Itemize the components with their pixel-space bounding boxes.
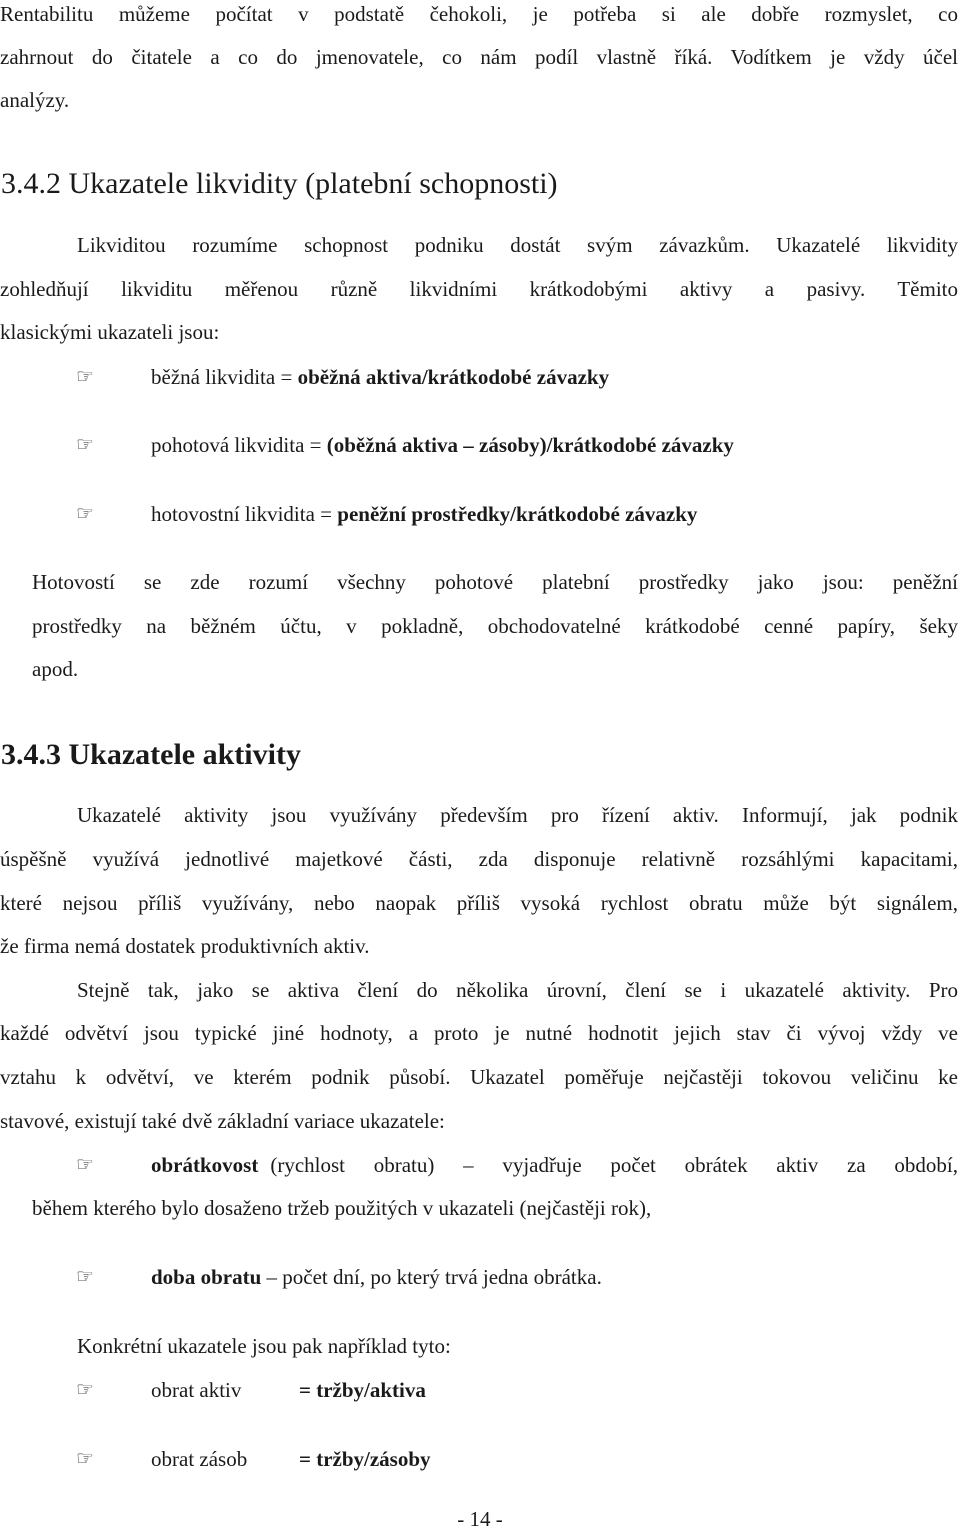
item-label: běžná likvidita = — [151, 365, 293, 389]
liquidity-item-cash — [151, 501, 697, 527]
item-formula: oběžná aktiva/krátkodobé závazky — [297, 365, 610, 389]
intro-line-1: Rentabilitu můžeme počítat v podstatě čehokoli, je potřeba si ale dobře rozmyslet, co — [0, 2, 958, 26]
variant-period — [151, 1264, 602, 1290]
activity-p1-line-4: že firma nemá dostatek produktivních aktiv. — [0, 934, 370, 958]
liquidity-p1-line-1: Likviditou rozumíme schopnost podniku dostát svým závazkům. Ukazatelé likvidity — [77, 233, 958, 257]
section-heading-activity: 3.4.3 Ukazatele aktivity — [1, 738, 301, 771]
liquidity-p2-line-3: apod. — [32, 657, 79, 681]
liquidity-p2-line-1: Hotovostí se zde rozumí všechny pohotové platební prostředky jako jsou: peněžní — [32, 570, 958, 594]
variant-text: – počet dní, po který trvá jedna obrátka. — [266, 1265, 602, 1289]
pointing-hand-icon: ☞ — [76, 434, 94, 456]
activity-p1-line-1: Ukazatelé aktivity jsou využívány především pro řízení aktiv. Informují, jak podnik — [77, 803, 958, 827]
variant-turnover-line-1 — [151, 1152, 958, 1178]
pointing-hand-icon: ☞ — [76, 366, 94, 388]
item-label: pohotová likvidita = — [151, 433, 322, 457]
variant-turnover-line-2: během kterého bylo dosaženo tržeb použitých v ukazateli (nejčastěji rok), — [32, 1196, 652, 1220]
activity-p1-line-3: které nejsou příliš využívány, nebo naopak příliš vysoká rychlost obratu může být signálem, — [0, 891, 958, 915]
section-heading-liquidity: 3.4.2 Ukazatele likvidity (platební schopnosti) — [1, 167, 558, 200]
item-formula: peněžní prostředky/krátkodobé závazky — [337, 502, 698, 526]
intro-line-3: analýzy. — [0, 88, 70, 112]
variant-term: obrátkovost — [151, 1153, 259, 1177]
example-formula — [299, 1446, 431, 1472]
activity-p3: Konkrétní ukazatele jsou pak například tyto: — [77, 1334, 451, 1358]
activity-p1-line-2: úspěšně využívá jednotlivé majetkové části, zda disponuje relativně rozsáhlými kapacitami, — [0, 847, 958, 871]
example-label: obrat zásob — [151, 1447, 248, 1471]
item-label: hotovostní likvidita = — [151, 502, 333, 526]
pointing-hand-icon: ☞ — [76, 1154, 94, 1176]
page-number: - 14 - — [457, 1507, 503, 1531]
pointing-hand-icon: ☞ — [76, 1448, 94, 1470]
liquidity-item-quick — [151, 432, 734, 458]
example-formula — [299, 1377, 426, 1403]
variant-term: doba obratu — [151, 1265, 262, 1289]
activity-p2-line-1: Stejně tak, jako se aktiva člení do několika úrovní, člení se i ukazatelé aktivity. Pro — [77, 978, 958, 1002]
activity-p2-line-4: stavové, existují také dvě základní variace ukazatele: — [0, 1109, 445, 1133]
example-formula-text: = tržby/aktiva — [299, 1378, 426, 1402]
pointing-hand-icon: ☞ — [76, 1379, 94, 1401]
example-formula-text: = tržby/zásoby — [299, 1447, 431, 1471]
liquidity-item-current — [151, 364, 609, 390]
activity-p2-line-3: vztahu k odvětví, ve kterém podnik působí. Ukazatel poměřuje nejčastěji tokovou veličinu ke — [0, 1065, 958, 1089]
liquidity-p1-line-2: zohledňují likviditu měřenou různě likvidními krátkodobými aktivy a pasivy. Těmito — [0, 277, 958, 301]
intro-line-2: zahrnout do čitatele a co do jmenovatele, co nám podíl vlastně říká. Vodítkem je vždy účel — [0, 45, 958, 69]
pointing-hand-icon: ☞ — [76, 1266, 94, 1288]
example-label: obrat aktiv — [151, 1378, 242, 1402]
pointing-hand-icon: ☞ — [76, 503, 94, 525]
activity-p2-line-2: každé odvětví jsou typické jiné hodnoty, a proto je nutné hodnotit jejich stav či vývoj vždy ve — [0, 1021, 958, 1045]
item-formula: (oběžná aktiva – zásoby)/krátkodobé závazky — [326, 433, 734, 457]
variant-text: (rychlost obratu) – vyjadřuje počet obrátek aktiv za období, — [270, 1153, 958, 1177]
liquidity-p1-line-3: klasickými ukazateli jsou: — [0, 320, 220, 344]
liquidity-p2-line-2: prostředky na běžném účtu, v pokladně, obchodovatelné krátkodobé cenné papíry, šeky — [32, 614, 958, 638]
